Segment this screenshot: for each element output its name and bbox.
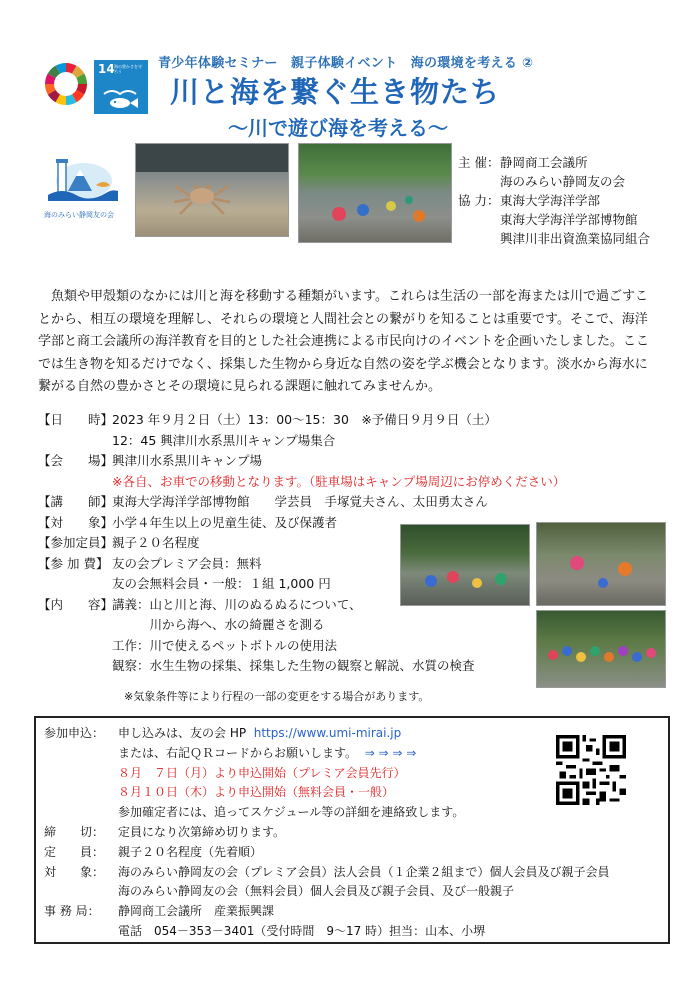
organizers-block xyxy=(458,153,650,248)
fee-key: 【参 加 費】 xyxy=(38,555,109,571)
activity-photo-1 xyxy=(400,524,530,606)
supporter-2: 東海大学海洋学部博物館 xyxy=(500,212,638,227)
capacity-key: 【参加定員】 xyxy=(38,535,114,550)
series-title: 青少年体験セミナー 親子体験イベント 海の環境を考える ② xyxy=(158,56,534,71)
arrows-icon: ⇒ ⇒ ⇒ ⇒ xyxy=(364,745,417,760)
page-subtitle: ～川で遊び海を考える～ xyxy=(228,116,448,140)
apply-start-general: ８月１０日（木）より申込開始（無料会員・一般） xyxy=(118,785,395,800)
crab-icon xyxy=(136,144,288,236)
fee-line-2: 友の会無料会員・一般：１組 1,000 円 xyxy=(112,576,331,591)
apply-line-2: または、右記ＱＲコードからお願いします。 xyxy=(118,745,358,760)
logo-caption: 海のみらい静岡友の会 xyxy=(44,211,114,219)
target-value: 小学４年生以上の児童生徒、及び保護者 xyxy=(112,514,338,530)
content-line-4: 観察：水生生物の採集、採集した生物の観察と解説、水質の検査 xyxy=(112,658,475,673)
sdg-wheel-logo xyxy=(44,62,88,106)
lecturer-value: 東海大学海洋学部博物館 学芸員 手塚覚夫さん、太田勇太さん xyxy=(112,494,488,509)
sdg14-label: 海の豊かさを守ろう xyxy=(114,64,142,74)
page-title: 川と海を繋ぐ生き物たち xyxy=(170,75,501,109)
weather-note: ※気象条件等により行程の一部の変更をする場合があります。 xyxy=(124,690,430,703)
homepage-link[interactable]: https://www.umi-mirai.jp xyxy=(253,726,402,740)
crab-photo xyxy=(135,143,289,237)
fish-icon xyxy=(102,86,142,110)
umi-mirai-logo xyxy=(40,155,124,209)
apply-key: 参加申込： xyxy=(44,726,105,740)
capacity-value: 親子２０名程度 xyxy=(112,535,200,550)
eligible-line-1: 海のみらい静岡友の会（プレミア会員）法人会員（１企業２組まで）個人会員及び親子会員 xyxy=(118,864,610,879)
date-meeting: 12：45 興津川水系黒川キャンプ場集合 xyxy=(112,432,336,448)
venue-value: 興津川水系黒川キャンプ場 xyxy=(112,453,263,468)
supporter-3: 興津川非出資漁業協同組合 xyxy=(500,231,651,246)
office-key: 事 務 局： xyxy=(44,904,100,919)
host-key: 主 催： xyxy=(458,155,500,170)
content-key: 【内 容】 xyxy=(38,596,114,612)
apply-start-premium: ８月 ７日（月）より申込開始（プレミア会員先行） xyxy=(118,765,406,780)
content-line-1: 講義：山と川と海、川のぬるぬるについて、 xyxy=(112,596,362,612)
apply-line-3: 参加確定者には、追ってスケジュール等の詳細を連絡致します。 xyxy=(118,805,465,820)
river-photo xyxy=(298,143,452,243)
deadline-value: 定員になり次第締め切ります。 xyxy=(118,824,286,839)
host-1: 静岡商工会議所 xyxy=(500,155,588,170)
date-value: 2023 年９月２日（土）13：00～15：30 ※予備日９月９日（土） xyxy=(112,412,497,427)
apply-line-1: 申し込みは、友の会 HP xyxy=(118,726,247,740)
lecturer-key: 【講 師】 xyxy=(38,494,114,509)
quota-value: 親子２０名程度（先着順） xyxy=(118,844,263,859)
application-details xyxy=(44,724,610,942)
content-line-3: 工作：川で使えるペットボトルの使用法 xyxy=(112,637,338,653)
office-phone: 電話 054－353－3401（受付時間 9～17 時）担当：山本、小堺 xyxy=(118,923,486,938)
date-key: 【日 時】 xyxy=(38,412,114,427)
sdg14-number: 14 xyxy=(98,62,115,76)
supporter-1: 東海大学海洋学部 xyxy=(500,193,601,208)
content-line-2: 川から海へ、水の綺麗さを測る xyxy=(149,617,325,632)
host-2: 海のみらい静岡友の会 xyxy=(500,174,626,189)
group-photo xyxy=(536,610,666,688)
target-key: 【対 象】 xyxy=(38,514,114,530)
support-key: 協 力： xyxy=(458,193,500,208)
eligible-line-2: 海のみらい静岡友の会（無料会員）個人会員及び親子会員、及び一般親子 xyxy=(118,884,515,899)
fee-line-1: 友の会プレミア会員：無料 xyxy=(112,555,262,571)
venue-note: ※各自、お車での移動となります。（駐車場はキャンプ場周辺にお停めください） xyxy=(112,473,566,489)
quota-key: 定 員： xyxy=(44,844,105,859)
deadline-key: 締 切： xyxy=(44,824,105,839)
activity-photo-2 xyxy=(536,522,666,606)
eligible-key: 対 象： xyxy=(44,864,105,879)
intro-paragraph: 魚類や甲殻類のなかには川と海を移動する種類がいます。これらは生活の一部を海または川で過ごすことから、相互の環境を理解し、それらの環境と人間社会との繋がりを知ることは重要です。そこで、海洋学部と商工会議所の海洋教育を目的とした社会連携による市民向けのイベントを企画いたしました。ここでは生き物を知るだけでなく、採集した生物から身近な自然の姿を学ぶ機会となります。淡水から海水に繋がる自然の豊かさとその環境に見られる課題に触れてみませんか。 xyxy=(38,289,650,394)
sdg14-tile xyxy=(94,60,148,114)
qr-code-icon[interactable] xyxy=(556,735,626,805)
venue-key: 【会 場】 xyxy=(38,453,114,468)
office-value: 静岡商工会議所 産業振興課 xyxy=(118,904,275,919)
